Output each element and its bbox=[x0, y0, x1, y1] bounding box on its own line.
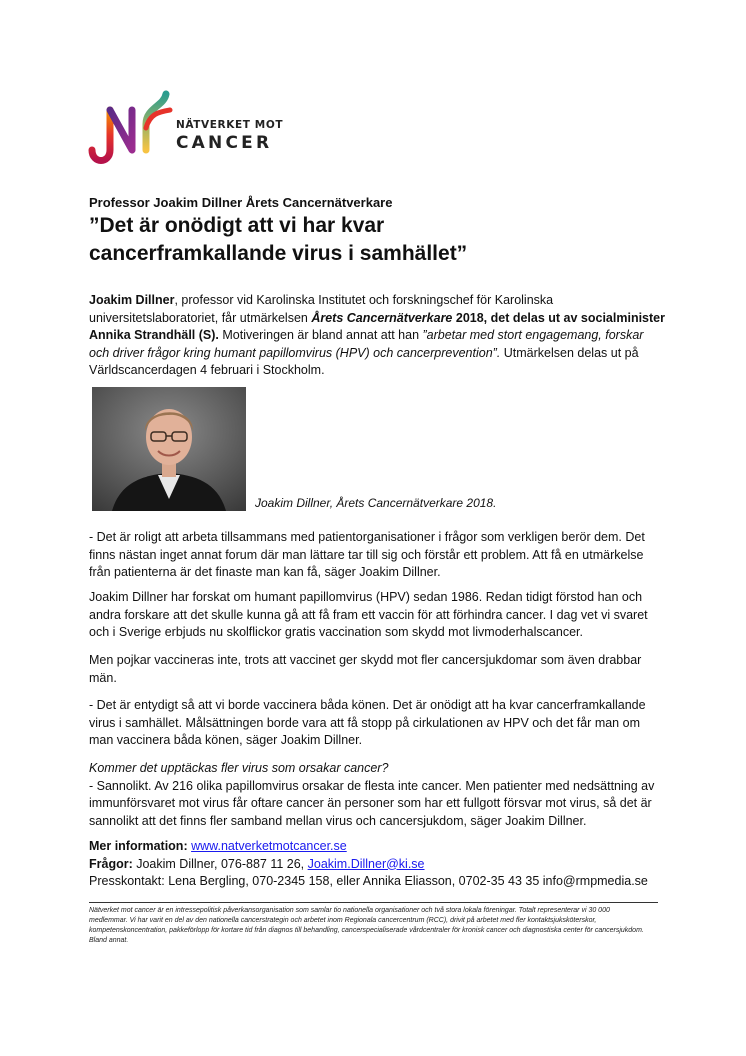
press-contact: Presskontakt: Lena Bergling, 070-2345 158, eller Annika Eliasson, 0702-35 43 35 info@rmpmedia.se bbox=[89, 874, 648, 888]
kicker: Professor Joakim Dillner Årets Cancernätverkare bbox=[89, 195, 393, 210]
paragraph-5 bbox=[89, 760, 667, 830]
logo-line-1: NÄTVERKET MOT bbox=[176, 119, 284, 131]
headline-line-2: cancerframkallande virus i samhället” bbox=[89, 242, 468, 265]
footer-divider bbox=[89, 902, 658, 903]
footer-text: Nätverket mot cancer är en intressepolitisk påverkansorganisation som samlar tio nationella organisationer och två stora lokala föreningar. Totalt representerar vi 30 000 medlemmar. Vi har varit en del av den nationella cancerstrategin och arbetet inom Regionala cancercentrum (RCC), drivit på arbetet med fler kontaktsjuksköterskor, kompetenskoncentration, pakkeförlopp för kortare tid från diagnos till behandling, cancerspecialiserade vårdcentraler för kronisk cancer och diagnostiska center för cancersjukdom. Bland annat. bbox=[89, 907, 644, 944]
intro-award: Årets Cancernätverkare bbox=[311, 310, 453, 325]
question: Kommer det upptäckas fler virus som orsakar cancer? bbox=[89, 761, 389, 775]
intro-text-3: Motiveringen är bland annat att han bbox=[218, 328, 423, 342]
more-info-label: Mer information: bbox=[89, 839, 188, 853]
logo-mark-icon bbox=[88, 88, 178, 168]
paragraph-2: Joakim Dillner har forskat om humant papillomvirus (HPV) sedan 1986. Redan tidigt förstod han och andra forskare att det skulle kunna gå att få fram ett vaccin för att förhindra cancer. I dag vet vi svaret och i Sverige erbjuds nu skolflickor gratis vaccination som skydd mot livmoderhalscancer. bbox=[89, 590, 648, 639]
contact-block bbox=[89, 838, 667, 891]
questions-label: Frågor: bbox=[89, 856, 133, 871]
portrait-image bbox=[92, 387, 246, 511]
paragraph-4: - Det är entydigt så att vi borde vaccinera båda könen. Det är onödigt att ha kvar cancerframkallande virus i samhället. Målsättningen borde vara att få stopp på cirkulationen av HPV och det får man om man vaccinera båda könen, säger Joakim Dillner. bbox=[89, 698, 646, 747]
answer: - Sannolikt. Av 216 olika papillomvirus orsakar de flesta inte cancer. Men patienter med nedsättning av immunförsvaret mot virus får oftare cancer än personer som har ett fullgott försvar mot virus, så det är sannolikt att det finns fler samband mellan virus och cancersjukdom, säger Joakim Dillner. bbox=[89, 778, 655, 828]
intro-paragraph bbox=[89, 292, 667, 380]
headline bbox=[89, 212, 649, 268]
portrait-photo bbox=[92, 387, 246, 511]
intro-text-2: 2018, det delas ut av socialminister Annika Strandhäll (S). bbox=[89, 310, 665, 342]
paragraph-3: Men pojkar vaccineras inte, trots att vaccinet ger skydd mot fler cancersjukdomar som även drabbar män. bbox=[89, 653, 642, 685]
intro-quote: ”arbetar med stort engagemang, forskar och driver frågor kring humant papillomvirus (HPV) och cancerprevention”. bbox=[89, 328, 644, 360]
logo-wordmark bbox=[176, 120, 283, 152]
intro-text-4: Utmärkelsen delas ut på Världscancerdagen 4 februari i Stockholm. bbox=[89, 345, 639, 377]
headline-line-1: ”Det är onödigt att vi har kvar bbox=[89, 214, 385, 237]
email-link[interactable]: Joakim.Dillner@ki.se bbox=[307, 856, 425, 871]
intro-name: Joakim Dillner bbox=[89, 293, 175, 307]
photo-caption: Joakim Dillner, Årets Cancernätverkare 2018. bbox=[255, 496, 497, 510]
intro-text-1: , professor vid Karolinska Institutet och forskningschef för Karolinska universitetslaboratoriet, får utmärkelsen bbox=[89, 293, 554, 325]
questions-text: Joakim Dillner, 076-887 11 26, bbox=[132, 856, 308, 871]
website-link[interactable]: www.natverketmotcancer.se bbox=[191, 839, 347, 853]
logo-line-2: CANCER bbox=[176, 132, 273, 153]
paragraph-1: - Det är roligt att arbeta tillsammans med patientorganisationer i frågor som verkligen berör dem. Det finns nästan inget annat forum där man lättare tar till sig och förstår ett problem. Att få en utmärkelse från patienterna är det finaste man kan få, säger Joakim Dillner. bbox=[89, 530, 645, 579]
